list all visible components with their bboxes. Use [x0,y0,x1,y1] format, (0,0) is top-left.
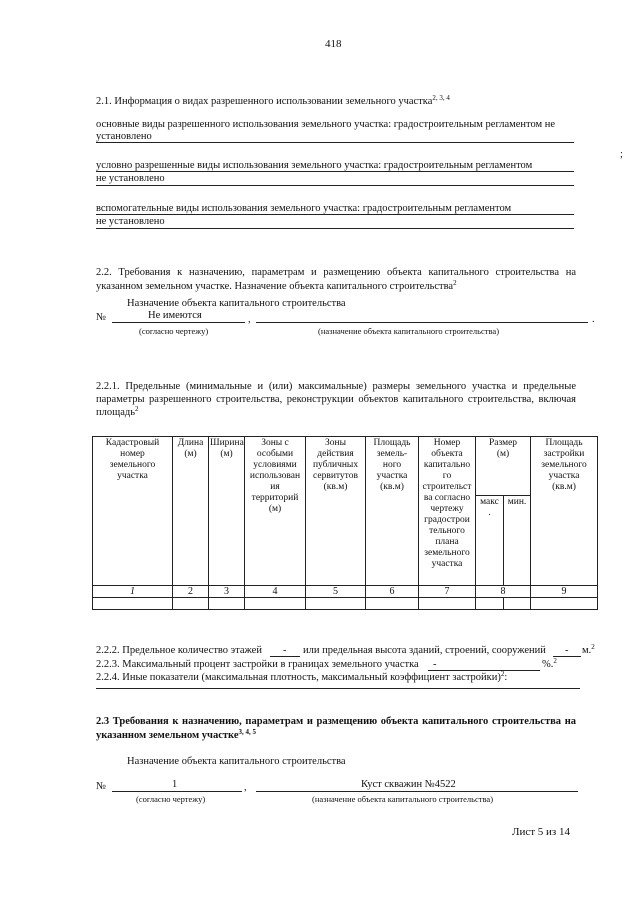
auxiliary-uses-line1: вспомогательные виды использования земельного участка: градостроительным регламентом [96,203,512,214]
col-number-4: 4 [245,586,306,598]
build-percent-value: - [433,659,437,670]
table-cell [306,598,366,610]
main-uses-line2: установлено [96,131,152,142]
floors-underline [270,656,300,657]
section-2-2-4-sup: 2 [500,670,505,678]
conditional-uses-underline2 [96,185,574,186]
section-2-2-line2-wrap [96,280,457,293]
section-2-1-title: Информация о видах разрешенного использовании земельного участка [114,96,433,107]
col-number-8: 8 [476,586,531,598]
section-2-2-3-sup: 2 [553,657,557,665]
header-size-min: мин. [504,496,531,586]
conditional-uses-line2: не установлено [96,173,165,184]
table-cell [173,598,209,610]
table-cell [419,598,476,610]
section-2-2-no-underline [112,322,245,323]
col-number-7: 7 [419,586,476,598]
conditional-uses-underline1 [96,171,574,172]
section-2-2-2-unit-wrap [582,644,595,657]
height-value: - [565,645,569,656]
section-2-3-assign-label: Назначение объекта капитального строительства [127,756,346,767]
section-2-2-2-unit: м. [582,645,592,656]
section-2-3-purpose-underline [256,791,578,792]
table-cell [245,598,306,610]
section-2-2-1-line3-sup: 2 [135,405,139,413]
section-2-3-line2-sup: 3, 4, 5 [238,728,256,736]
section-2-3-line2-wrap [96,729,256,742]
section-2-2-2-label: 2.2.2. Предельное количество этажей [96,645,262,656]
col-number-6: 6 [366,586,419,598]
section-2-2-3-unit-wrap [542,658,557,671]
header-zones-servitude: Зоны действия публичных сервитутов (кв.м) [306,437,366,586]
table-cell [93,598,173,610]
section-2-2-4-wrap [96,671,507,684]
section-2-2-line1: 2.2. Требования к назначению, параметрам и размещению объекта капитального строительства на [96,267,576,278]
table-row [93,598,598,610]
section-2-2-1-line1: 2.2.1. Предельные (минимальные и (или) максимальные) размеры земельного участка и предельные [96,381,576,392]
section-2-2-2-sup: 2 [591,643,595,651]
conditional-uses-line1: условно разрешенные виды использования земельного участка: градостроительным регламентом [96,160,533,171]
header-size: Размер (м) [476,437,531,496]
section-2-3-comma: , [244,782,247,793]
height-underline [553,656,581,657]
section-2-1-heading [96,95,450,108]
main-uses-underline [96,142,574,143]
header-zones-special: Зоны с особыми условиями использован ия территорий (м) [245,437,306,586]
main-uses-line1: основные виды разрешенного использования земельного участка: градостроительным регламентом не [96,119,556,130]
section-2-3-line1: 2.3 Требования к назначению, параметрам и размещению объекта капитального строительства на [96,716,576,727]
section-2-2-line2-sup: 2 [453,279,457,287]
col-number-1: 1 [93,586,173,598]
table-cell [209,598,245,610]
section-2-1-title-sup: 2, 3, 4 [432,94,450,102]
col-number-9: 9 [531,586,598,598]
header-length: Длина (м) [173,437,209,586]
col-number-5: 5 [306,586,366,598]
section-2-3-purpose-value: Куст скважин №4522 [361,779,456,790]
section-2-2-line2: указанном земельном участке. Назначение объекта капитального строительства [96,281,454,292]
section-2-2-caption-left: (согласно чертежу) [139,326,209,336]
section-2-2-1-line3-wrap [96,406,139,419]
section-2-2-no-sign: № [96,312,107,323]
section-2-2-4-label: 2.2.4. Иные показатели (максимальная плотность, максимальный коэффициент застройки) [96,672,501,683]
auxiliary-uses-underline1 [96,214,574,215]
section-2-3-no-sign: № [96,781,107,792]
header-object-number: Номер объекта капитально го строительст ва согласно чертежу градострои тельного плана земельного участка [419,437,476,586]
section-2-2-purpose-underline [256,322,588,323]
header-area: Площадь земель- ного участка (кв.м) [366,437,419,586]
floors-value: - [283,645,287,656]
section-2-1-number: 2.1. [96,96,112,107]
section-2-3-no-value: 1 [172,779,178,790]
auxiliary-uses-line2: не установлено [96,216,165,227]
section-2-3-caption-right: (назначение объекта капитального строительства) [312,794,494,804]
section-2-3-caption-left: (согласно чертежу) [136,794,206,804]
table-cell [504,598,531,610]
section-2-2-4-underline [96,688,580,689]
col-number-2: 2 [173,586,209,598]
page-number: 418 [325,38,342,50]
sheet-counter: Лист 5 из 14 [512,826,571,838]
section-2-2-dot: . [592,314,595,325]
section-2-2-1-line3: площадь [96,407,135,418]
header-built-area: Площадь застройки земельного участка (кв.м) [531,437,598,586]
section-2-2-1-line2: параметры разрешенного строительства, реконструкции объектов капитального строительства, включая [96,394,576,405]
table-cell [366,598,419,610]
header-cadastral: Кадастровый номер земельного участка [93,437,173,586]
margin-mark: ; [620,149,623,160]
section-2-3-line2: указанном земельном участке [96,730,239,741]
section-2-2-assign-label: Назначение объекта капитального строительства [127,298,346,309]
table-cell [531,598,598,610]
parameters-table [92,436,598,610]
section-2-2-4-colon: : [504,672,508,683]
section-2-2-3-label: 2.2.3. Максимальный процент застройки в границах земельного участка [96,659,419,670]
section-2-2-no-value: Не имеются [148,310,202,321]
section-2-2-3-unit: %. [542,659,554,670]
table-cell [476,598,504,610]
section-2-2-2-mid: или предельная высота зданий, строений, сооружений [303,645,546,656]
header-size-max: макс . [476,496,504,586]
section-2-2-caption-right: (назначение объекта капитального строительства) [318,326,500,336]
col-number-3: 3 [209,586,245,598]
section-2-2-comma: , [248,314,251,325]
auxiliary-uses-underline2 [96,228,574,229]
section-2-3-no-underline [112,791,242,792]
header-width: Ширина (м) [209,437,245,586]
